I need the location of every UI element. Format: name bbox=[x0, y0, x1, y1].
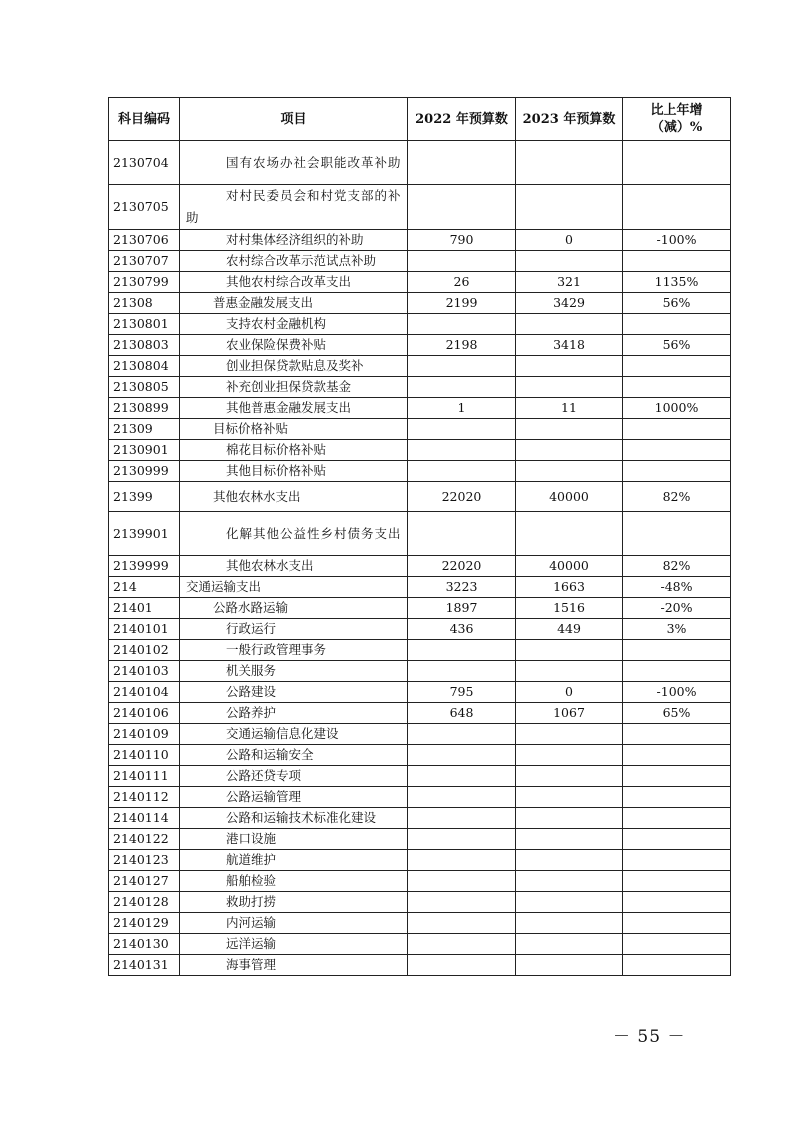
cell-change bbox=[623, 808, 731, 829]
cell-code: 2140104 bbox=[109, 682, 180, 703]
cell-code: 21401 bbox=[109, 598, 180, 619]
cell-2022-budget: 2198 bbox=[408, 335, 516, 356]
cell-code: 21399 bbox=[109, 482, 180, 512]
cell-item: 远洋运输 bbox=[180, 934, 408, 955]
cell-2023-budget bbox=[516, 440, 623, 461]
cell-change bbox=[623, 934, 731, 955]
cell-item: 公路建设 bbox=[180, 682, 408, 703]
cell-code: 2130707 bbox=[109, 251, 180, 272]
cell-2023-budget bbox=[516, 640, 623, 661]
cell-change bbox=[623, 745, 731, 766]
cell-2022-budget bbox=[408, 808, 516, 829]
cell-item: 其他普惠金融发展支出 bbox=[180, 398, 408, 419]
cell-2022-budget bbox=[408, 512, 516, 556]
cell-2022-budget: 2199 bbox=[408, 293, 516, 314]
cell-2023-budget bbox=[516, 850, 623, 871]
cell-2023-budget bbox=[516, 892, 623, 913]
cell-code: 2140123 bbox=[109, 850, 180, 871]
cell-2023-budget: 321 bbox=[516, 272, 623, 293]
cell-item: 化解其他公益性乡村债务支出 bbox=[180, 512, 408, 556]
table-row bbox=[109, 398, 731, 419]
table-row bbox=[109, 272, 731, 293]
header-change bbox=[623, 98, 731, 141]
header-2023-budget: 2023 年预算数 bbox=[516, 98, 623, 141]
cell-code: 2130901 bbox=[109, 440, 180, 461]
header-code: 科目编码 bbox=[109, 98, 180, 141]
cell-change bbox=[623, 251, 731, 272]
table-row bbox=[109, 787, 731, 808]
table-row bbox=[109, 293, 731, 314]
cell-code: 2140106 bbox=[109, 703, 180, 724]
cell-code: 2140127 bbox=[109, 871, 180, 892]
table-row bbox=[109, 955, 731, 976]
cell-change bbox=[623, 661, 731, 682]
table-row bbox=[109, 766, 731, 787]
cell-2023-budget: 1516 bbox=[516, 598, 623, 619]
cell-2022-budget bbox=[408, 934, 516, 955]
table-row bbox=[109, 598, 731, 619]
cell-2023-budget bbox=[516, 461, 623, 482]
cell-2023-budget bbox=[516, 512, 623, 556]
cell-2023-budget: 40000 bbox=[516, 482, 623, 512]
cell-code: 2130801 bbox=[109, 314, 180, 335]
cell-code: 2130999 bbox=[109, 461, 180, 482]
cell-change bbox=[623, 871, 731, 892]
cell-code: 2140102 bbox=[109, 640, 180, 661]
cell-2022-budget bbox=[408, 314, 516, 335]
table-row bbox=[109, 251, 731, 272]
cell-item: 救助打捞 bbox=[180, 892, 408, 913]
cell-2022-budget: 22020 bbox=[408, 556, 516, 577]
cell-2022-budget: 22020 bbox=[408, 482, 516, 512]
cell-change bbox=[623, 829, 731, 850]
table-row bbox=[109, 850, 731, 871]
cell-change bbox=[623, 419, 731, 440]
cell-2022-budget: 3223 bbox=[408, 577, 516, 598]
cell-change bbox=[623, 766, 731, 787]
cell-2022-budget bbox=[408, 419, 516, 440]
cell-item: 行政运行 bbox=[180, 619, 408, 640]
cell-code: 2130704 bbox=[109, 141, 180, 185]
cell-change: 1000% bbox=[623, 398, 731, 419]
cell-2023-budget bbox=[516, 745, 623, 766]
table-row bbox=[109, 335, 731, 356]
cell-item: 机关服务 bbox=[180, 661, 408, 682]
cell-code: 2130705 bbox=[109, 185, 180, 230]
cell-2022-budget bbox=[408, 892, 516, 913]
cell-item: 棉花目标价格补贴 bbox=[180, 440, 408, 461]
cell-change bbox=[623, 640, 731, 661]
table-body bbox=[109, 141, 731, 976]
cell-code: 2140130 bbox=[109, 934, 180, 955]
header-item: 项目 bbox=[180, 98, 408, 141]
table-row bbox=[109, 640, 731, 661]
table-row bbox=[109, 934, 731, 955]
cell-item: 船舶检验 bbox=[180, 871, 408, 892]
cell-2022-budget bbox=[408, 440, 516, 461]
table-row bbox=[109, 661, 731, 682]
cell-item: 国有农场办社会职能改革补助 bbox=[180, 141, 408, 185]
table-row bbox=[109, 619, 731, 640]
cell-2022-budget bbox=[408, 850, 516, 871]
cell-item: 农业保险保费补贴 bbox=[180, 335, 408, 356]
cell-change: 56% bbox=[623, 293, 731, 314]
cell-2023-budget bbox=[516, 141, 623, 185]
cell-item: 其他目标价格补贴 bbox=[180, 461, 408, 482]
table-row bbox=[109, 482, 731, 512]
cell-item: 其他农林水支出 bbox=[180, 556, 408, 577]
table-row bbox=[109, 682, 731, 703]
cell-2022-budget bbox=[408, 766, 516, 787]
cell-code: 214 bbox=[109, 577, 180, 598]
cell-item: 港口设施 bbox=[180, 829, 408, 850]
table-row bbox=[109, 913, 731, 934]
cell-code: 2140129 bbox=[109, 913, 180, 934]
cell-2022-budget: 1 bbox=[408, 398, 516, 419]
cell-2023-budget: 0 bbox=[516, 682, 623, 703]
cell-code: 2140128 bbox=[109, 892, 180, 913]
cell-code: 2140103 bbox=[109, 661, 180, 682]
cell-2022-budget bbox=[408, 871, 516, 892]
page-number: － 55 － bbox=[613, 1027, 686, 1047]
cell-2023-budget bbox=[516, 314, 623, 335]
cell-2023-budget bbox=[516, 871, 623, 892]
table-row bbox=[109, 377, 731, 398]
cell-2022-budget bbox=[408, 661, 516, 682]
cell-change bbox=[623, 141, 731, 185]
cell-2022-budget bbox=[408, 913, 516, 934]
cell-2023-budget bbox=[516, 419, 623, 440]
cell-2023-budget: 3429 bbox=[516, 293, 623, 314]
cell-code: 2130803 bbox=[109, 335, 180, 356]
cell-change bbox=[623, 892, 731, 913]
cell-2022-budget: 26 bbox=[408, 272, 516, 293]
cell-code: 2140101 bbox=[109, 619, 180, 640]
cell-item: 支持农村金融机构 bbox=[180, 314, 408, 335]
cell-change bbox=[623, 913, 731, 934]
cell-code: 2140110 bbox=[109, 745, 180, 766]
cell-change: -100% bbox=[623, 682, 731, 703]
cell-change bbox=[623, 955, 731, 976]
cell-2022-budget: 790 bbox=[408, 230, 516, 251]
cell-item: 其他农林水支出 bbox=[180, 482, 408, 512]
cell-change: 3% bbox=[623, 619, 731, 640]
cell-code: 2139999 bbox=[109, 556, 180, 577]
budget-table bbox=[108, 97, 731, 976]
cell-2022-budget bbox=[408, 724, 516, 745]
cell-item: 对村民委员会和村党支部的补助 bbox=[180, 185, 408, 230]
cell-change: 1135% bbox=[623, 272, 731, 293]
cell-change: -100% bbox=[623, 230, 731, 251]
cell-2022-budget bbox=[408, 787, 516, 808]
cell-2023-budget bbox=[516, 913, 623, 934]
cell-2023-budget: 40000 bbox=[516, 556, 623, 577]
cell-item: 公路养护 bbox=[180, 703, 408, 724]
cell-2023-budget bbox=[516, 934, 623, 955]
cell-code: 2140122 bbox=[109, 829, 180, 850]
cell-change bbox=[623, 461, 731, 482]
table-row bbox=[109, 141, 731, 185]
table-row bbox=[109, 512, 731, 556]
cell-item: 交通运输支出 bbox=[180, 577, 408, 598]
cell-change bbox=[623, 440, 731, 461]
table-row bbox=[109, 440, 731, 461]
table-row bbox=[109, 314, 731, 335]
cell-item: 创业担保贷款贴息及奖补 bbox=[180, 356, 408, 377]
cell-2022-budget bbox=[408, 640, 516, 661]
cell-2022-budget bbox=[408, 356, 516, 377]
cell-code: 2140131 bbox=[109, 955, 180, 976]
cell-change: -48% bbox=[623, 577, 731, 598]
cell-item: 航道维护 bbox=[180, 850, 408, 871]
cell-2023-budget bbox=[516, 251, 623, 272]
cell-item: 公路和运输安全 bbox=[180, 745, 408, 766]
table-row bbox=[109, 829, 731, 850]
cell-2023-budget: 0 bbox=[516, 230, 623, 251]
cell-change bbox=[623, 314, 731, 335]
cell-item: 目标价格补贴 bbox=[180, 419, 408, 440]
cell-item: 公路还贷专项 bbox=[180, 766, 408, 787]
cell-2023-budget bbox=[516, 661, 623, 682]
cell-2023-budget bbox=[516, 955, 623, 976]
cell-item: 公路运输管理 bbox=[180, 787, 408, 808]
cell-item: 公路水路运输 bbox=[180, 598, 408, 619]
cell-item: 公路和运输技术标准化建设 bbox=[180, 808, 408, 829]
header-change-line2: （减）% bbox=[650, 120, 703, 135]
cell-code: 21308 bbox=[109, 293, 180, 314]
cell-item: 其他农村综合改革支出 bbox=[180, 272, 408, 293]
table-row bbox=[109, 185, 731, 230]
cell-2022-budget bbox=[408, 185, 516, 230]
cell-code: 2140114 bbox=[109, 808, 180, 829]
cell-item: 海事管理 bbox=[180, 955, 408, 976]
cell-code: 2140112 bbox=[109, 787, 180, 808]
cell-2022-budget: 1897 bbox=[408, 598, 516, 619]
table-row bbox=[109, 724, 731, 745]
table-row bbox=[109, 871, 731, 892]
cell-2023-budget: 449 bbox=[516, 619, 623, 640]
table-row bbox=[109, 892, 731, 913]
cell-2023-budget bbox=[516, 829, 623, 850]
cell-item: 一般行政管理事务 bbox=[180, 640, 408, 661]
cell-2023-budget: 3418 bbox=[516, 335, 623, 356]
cell-item: 农村综合改革示范试点补助 bbox=[180, 251, 408, 272]
cell-2023-budget: 11 bbox=[516, 398, 623, 419]
cell-2022-budget: 436 bbox=[408, 619, 516, 640]
cell-2023-budget: 1067 bbox=[516, 703, 623, 724]
table-row bbox=[109, 808, 731, 829]
cell-change bbox=[623, 356, 731, 377]
header-change-line1: 比上年增 bbox=[650, 103, 703, 118]
cell-code: 2130805 bbox=[109, 377, 180, 398]
cell-code: 2140109 bbox=[109, 724, 180, 745]
cell-2023-budget: 1663 bbox=[516, 577, 623, 598]
cell-2023-budget bbox=[516, 766, 623, 787]
table-row bbox=[109, 419, 731, 440]
table-row bbox=[109, 461, 731, 482]
cell-code: 2130799 bbox=[109, 272, 180, 293]
cell-2023-budget bbox=[516, 724, 623, 745]
table-row bbox=[109, 745, 731, 766]
table-row bbox=[109, 577, 731, 598]
cell-change: 56% bbox=[623, 335, 731, 356]
cell-2022-budget bbox=[408, 141, 516, 185]
cell-2022-budget bbox=[408, 461, 516, 482]
cell-change bbox=[623, 185, 731, 230]
cell-code: 2139901 bbox=[109, 512, 180, 556]
cell-2022-budget: 795 bbox=[408, 682, 516, 703]
cell-2022-budget bbox=[408, 829, 516, 850]
cell-change bbox=[623, 850, 731, 871]
header-2022-budget: 2022 年预算数 bbox=[408, 98, 516, 141]
cell-change: 65% bbox=[623, 703, 731, 724]
table-row bbox=[109, 230, 731, 251]
cell-code: 2130706 bbox=[109, 230, 180, 251]
table-row bbox=[109, 703, 731, 724]
cell-2023-budget bbox=[516, 377, 623, 398]
cell-code: 2130804 bbox=[109, 356, 180, 377]
table-row bbox=[109, 556, 731, 577]
cell-code: 2130899 bbox=[109, 398, 180, 419]
cell-code: 21309 bbox=[109, 419, 180, 440]
cell-change: -20% bbox=[623, 598, 731, 619]
cell-change bbox=[623, 377, 731, 398]
cell-2022-budget bbox=[408, 251, 516, 272]
cell-item: 普惠金融发展支出 bbox=[180, 293, 408, 314]
cell-2022-budget bbox=[408, 955, 516, 976]
cell-item: 交通运输信息化建设 bbox=[180, 724, 408, 745]
cell-2023-budget bbox=[516, 787, 623, 808]
cell-change: 82% bbox=[623, 482, 731, 512]
cell-2022-budget bbox=[408, 377, 516, 398]
cell-item: 对村集体经济组织的补助 bbox=[180, 230, 408, 251]
cell-2023-budget bbox=[516, 808, 623, 829]
cell-change: 82% bbox=[623, 556, 731, 577]
cell-change bbox=[623, 512, 731, 556]
cell-item: 内河运输 bbox=[180, 913, 408, 934]
cell-change bbox=[623, 724, 731, 745]
table-header bbox=[109, 98, 731, 141]
cell-2023-budget bbox=[516, 356, 623, 377]
cell-change bbox=[623, 787, 731, 808]
table-row bbox=[109, 356, 731, 377]
cell-code: 2140111 bbox=[109, 766, 180, 787]
cell-2023-budget bbox=[516, 185, 623, 230]
cell-2022-budget bbox=[408, 745, 516, 766]
cell-item: 补充创业担保贷款基金 bbox=[180, 377, 408, 398]
cell-2022-budget: 648 bbox=[408, 703, 516, 724]
